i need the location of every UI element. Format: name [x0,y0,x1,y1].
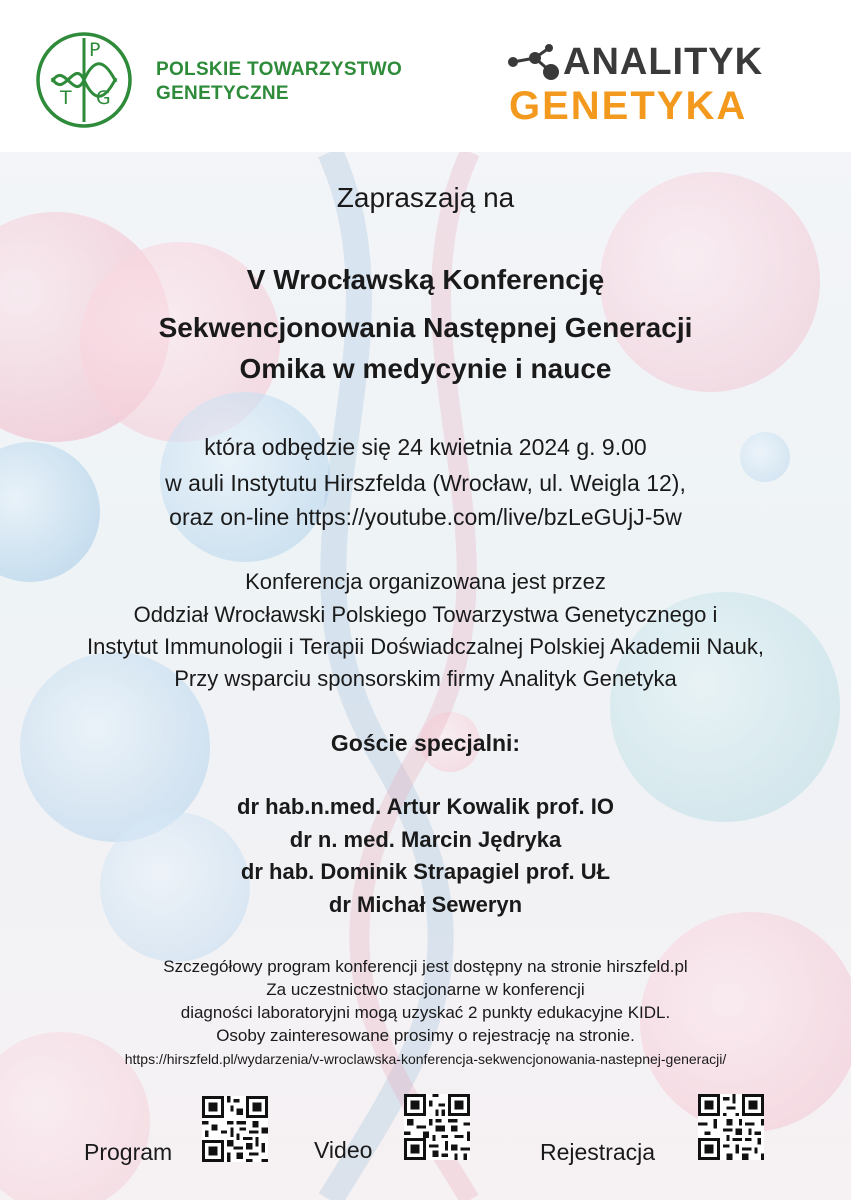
dna-helix-icon [34,30,134,130]
qr-code-icon [698,1094,764,1160]
ptg-letter-t: T [60,87,72,109]
conference-title-line1: V Wrocławską Konferencję [246,264,605,295]
guests-heading: Goście specjalni: [330,730,521,756]
organizers-line1: Konferencja organizowana jest przez [245,569,606,594]
ag-name-line1: ANALITYK [563,41,764,83]
organizers-line3: Instytut Immunologii i Terapii Doświadczalnej Polskiej Akademii Nauk, [86,634,764,659]
qr-code-program[interactable] [202,1096,268,1162]
ptg-logo [34,30,134,130]
conference-title-line2: Sekwencjonowania Następnej Generacji [158,312,693,343]
ptg-name-line2: GENETYCZNE [156,83,289,104]
guest-item: dr n. med. Marcin Jędryka [289,827,562,852]
qr-code-icon [404,1094,470,1160]
footer-line4: Osoby zainteresowane prosimy o rejestrację na stronie. [216,1026,635,1045]
qr-label-video: Video [314,1137,373,1163]
footer-line3: diagności laboratoryjni mogą uzyskać 2 punkty edukacyjne KIDL. [180,1003,671,1022]
header [0,0,851,152]
qr-code-video[interactable] [404,1094,470,1160]
invite-text: Zapraszają na [336,182,515,213]
guest-item: dr hab. Dominik Strapagiel prof. UŁ [240,859,611,884]
organizers-line4: Przy wsparciu sponsorskim firmy Analityk Genetyka [174,666,677,691]
qr-label-registration: Rejestracja [540,1139,656,1165]
qr-code-icon [202,1096,268,1162]
guest-item: dr Michał Seweryn [328,892,523,917]
online-info: oraz on-line https://youtube.com/live/bzLeGUjJ-5w [169,504,682,530]
date-info: która odbędzie się 24 kwietnia 2024 g. 9.00 [204,434,647,460]
ptg-letter-g: G [96,87,111,109]
guest-item: dr hab.n.med. Artur Kowalik prof. IO [237,794,614,819]
footer-line2: Za uczestnictwo stacjonarne w konferencji [266,980,585,999]
footer-line1: Szczegółowy program konferencji jest dostępny na stronie hirszfeld.pl [163,957,688,976]
analityk-genetyka-logo [505,40,805,135]
poster-content [0,152,851,1200]
venue-info: w auli Instytutu Hirszfelda (Wrocław, ul. Weigla 12), [165,470,686,496]
ptg-name [156,58,402,106]
qr-label-program: Program [84,1139,173,1165]
qr-code-registration[interactable] [698,1094,764,1160]
ag-name-line2: GENETYKA [509,84,748,128]
footer-url-link[interactable]: https://hirszfeld.pl/wydarzenia/v-wroclawska-konferencja-sekwencjonowania-nastepnej-generacji/ [124,1051,727,1067]
conference-title-line3: Omika w medycynie i nauce [239,353,612,384]
ptg-letter-p: P [89,39,101,61]
organizers-line2: Oddział Wrocławski Polskiego Towarzystwa Genetycznego i [133,602,718,627]
molecule-icon [505,42,565,82]
ptg-name-line1: POLSKIE TOWARZYSTWO [156,59,403,80]
